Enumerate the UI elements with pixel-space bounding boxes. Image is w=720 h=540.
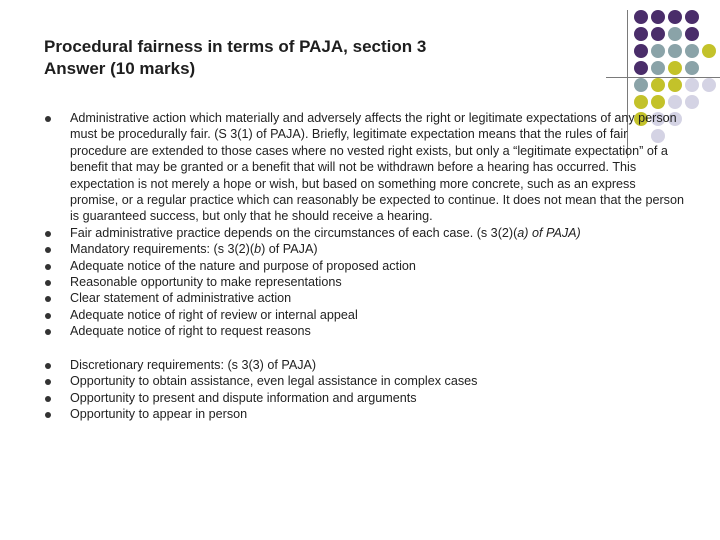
decorative-dot — [685, 44, 699, 58]
list-item — [44, 390, 684, 406]
decorative-dot — [685, 27, 699, 41]
decorative-dot — [668, 44, 682, 58]
decorative-dot — [651, 27, 665, 41]
paragraph-text: Administrative action which materially and adversely affects the right or legitimate expectations of any person must be procedurally fair. (S 3(1) of PAJA). Briefly, legitimate expectation means that the rules of fair procedure are extended to those cases where no vested right exists, but only a “legitimate expectation” of a benefit that may be granted or a benefit that will not be withdrawn before a hearing has occurred. This expectation is not merely a hope or wish, but based on something more concrete, such as an express promise, or a regular practice which can reasonably be expected to continue. It does not mean that the person is guaranteed success, but only that he should receive a hearing. — [70, 111, 684, 224]
bullet-icon — [45, 363, 51, 369]
decorative-dot — [668, 95, 682, 109]
mandatory-text-end: ) of PAJA) — [261, 242, 318, 257]
mandatory-italic: b — [254, 242, 262, 257]
list-item — [44, 274, 684, 290]
discretionary-item: Discretionary requirements: (s 3(3) of PAJA) — [70, 357, 317, 372]
bullet-icon — [45, 264, 51, 270]
discretionary-item: Opportunity to present and dispute information and arguments — [70, 390, 417, 405]
decorative-dot — [668, 61, 682, 75]
list-item — [44, 373, 684, 389]
decorative-dot — [634, 44, 648, 58]
discretionary-item: Opportunity to appear in person — [70, 406, 248, 421]
list-item — [44, 225, 684, 241]
decorative-horizontal-line — [606, 77, 720, 78]
list-item — [44, 290, 684, 306]
bullet-icon — [45, 280, 51, 286]
content-bullet-list — [44, 110, 684, 422]
decorative-dot — [634, 61, 648, 75]
decorative-dot — [685, 10, 699, 24]
list-item — [44, 307, 684, 323]
decorative-dot — [668, 27, 682, 41]
title-line-2: Answer (10 marks) — [44, 59, 196, 78]
mandatory-item: Adequate notice of the nature and purpose of proposed action — [70, 258, 416, 273]
decorative-dot — [651, 61, 665, 75]
bullet-icon — [45, 231, 51, 237]
list-item — [44, 241, 684, 257]
mandatory-item: Adequate notice of right to request reasons — [70, 324, 311, 339]
decorative-dot — [668, 78, 682, 92]
bullet-icon — [45, 313, 51, 319]
list-item — [44, 357, 684, 373]
decorative-dot — [634, 10, 648, 24]
fair-practice-text: Fair administrative practice depends on the circumstances of each case. (s 3(2)( — [70, 225, 518, 240]
list-item — [44, 323, 684, 339]
decorative-dot — [702, 78, 716, 92]
discretionary-item: Opportunity to obtain assistance, even legal assistance in complex cases — [70, 374, 478, 389]
decorative-dot — [668, 10, 682, 24]
mandatory-item: Reasonable opportunity to make representations — [70, 275, 342, 290]
list-item — [44, 406, 684, 422]
decorative-dot — [651, 10, 665, 24]
decorative-dot — [651, 78, 665, 92]
mandatory-item: Adequate notice of right of review or internal appeal — [70, 307, 358, 322]
decorative-dot — [634, 78, 648, 92]
title-line-1: Procedural fairness in terms of PAJA, section 3 — [44, 37, 427, 56]
bullet-icon — [45, 396, 51, 402]
decorative-dot — [651, 44, 665, 58]
list-spacer — [44, 340, 684, 357]
decorative-dot — [634, 95, 648, 109]
decorative-dot — [685, 78, 699, 92]
mandatory-item: Clear statement of administrative action — [70, 291, 292, 306]
bullet-icon — [45, 329, 51, 335]
bullet-icon — [45, 247, 51, 253]
decorative-dot — [634, 27, 648, 41]
decorative-dot — [685, 95, 699, 109]
decorative-dot — [702, 44, 716, 58]
fair-practice-italic: a) of PAJA) — [517, 225, 581, 240]
decorative-dot — [651, 95, 665, 109]
slide-title — [44, 36, 604, 80]
bullet-icon — [45, 296, 51, 302]
list-item — [44, 110, 684, 225]
bullet-icon — [45, 412, 51, 418]
decorative-dot — [685, 61, 699, 75]
mandatory-text: Mandatory requirements: (s 3(2)( — [70, 242, 255, 257]
list-item — [44, 258, 684, 274]
bullet-icon — [45, 379, 51, 385]
bullet-icon — [45, 116, 51, 122]
